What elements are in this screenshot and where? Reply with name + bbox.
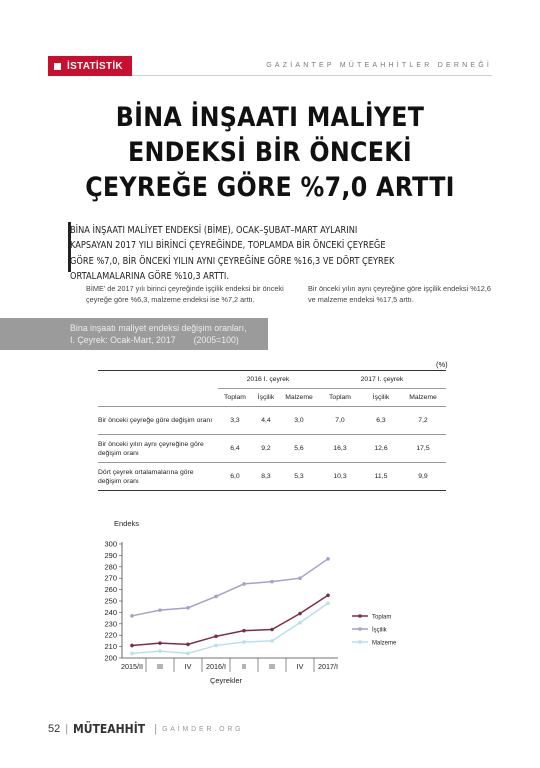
change-rate-table: [98, 370, 446, 491]
table-cell: 9,2: [252, 435, 280, 463]
legend-marker: [358, 627, 362, 631]
group-2017: 2017 I. çeyrek: [318, 371, 446, 389]
headline: [75, 100, 466, 205]
y-tick-label: 300: [104, 539, 117, 549]
x-tick-label: III: [157, 662, 163, 671]
row-label: Bir önceki çeyreğe göre değişim oranı: [98, 407, 218, 435]
table-cell: 6,0: [218, 463, 252, 491]
square-icon: [54, 63, 61, 70]
section-label: İSTATİSTİK: [67, 60, 123, 72]
data-point: [326, 594, 330, 598]
y-tick-label: 210: [104, 642, 117, 652]
table-cell: 12,6: [362, 435, 400, 463]
y-axis-label: Endeks: [114, 519, 140, 528]
data-point: [242, 640, 246, 644]
y-tick-label: 280: [104, 562, 117, 572]
table-cell: 17,5: [400, 435, 446, 463]
subheader-cell: Toplam: [318, 389, 362, 407]
table-cell: 3,3: [218, 407, 252, 435]
header-rule: [132, 75, 492, 76]
legend-label: Malzeme: [372, 640, 397, 647]
table-cell: 6,4: [218, 435, 252, 463]
x-tick-label: 2015/II: [121, 662, 143, 671]
subheader-cell: İşçilik: [252, 389, 280, 407]
table-cell: 5,6: [280, 435, 318, 463]
table-unit: (%): [436, 360, 448, 369]
table-cell: 8,3: [252, 463, 280, 491]
table-cell: 10,3: [318, 463, 362, 491]
x-axis-label: Çeyrekler: [209, 676, 243, 685]
caption-line-2: [70, 334, 268, 346]
legend-label: İşçilik: [372, 627, 387, 634]
data-point: [158, 649, 162, 653]
x-tick-label: 2016/I: [206, 662, 226, 671]
y-tick-label: 220: [104, 630, 117, 640]
data-point: [242, 629, 246, 633]
subheader-cell: Malzeme: [280, 389, 318, 407]
table-row: [98, 463, 446, 491]
table-cell: 4,4: [252, 407, 280, 435]
footer-divider: |: [154, 723, 158, 735]
magazine-name: MÜTEAHHİT: [73, 722, 146, 736]
legend-marker: [358, 640, 362, 644]
table-row: [98, 407, 446, 435]
series-line: [132, 559, 328, 616]
legend-label: Toplam: [372, 614, 392, 621]
organization-name: GAZİANTEP MÜTEAHHİTLER DERNEĞİ: [266, 62, 492, 69]
y-tick-label: 200: [104, 653, 117, 663]
row-label: Dört çeyrek ortalamalarına göre değişim oranı: [98, 463, 218, 491]
data-point: [130, 652, 134, 656]
caption-period: I. Çeyrek: Ocak-Mart, 2017: [70, 335, 176, 345]
data-point: [326, 601, 330, 605]
table-cell: 3,0: [280, 407, 318, 435]
table-subheader: [98, 389, 446, 407]
table-caption: [0, 318, 268, 350]
caption-line-1: Bina inşaatı maliyet endeksi değişim oranları,: [70, 323, 247, 333]
data-point: [158, 608, 162, 612]
table-cell: 6,3: [362, 407, 400, 435]
data-point: [130, 614, 134, 618]
data-point: [130, 644, 134, 648]
table-cell: 7,0: [318, 407, 362, 435]
row-label: Bir önceki yılın aynı çeyreğine göre değişim oranı: [98, 435, 218, 463]
body-column-1: BİME' de 2017 yılı birinci çeyreğinde işçilik endeksi bir önceki çeyreğe göre %6,3, malzeme endeksi ise %7,2 arttı.: [86, 284, 284, 304]
website: GAİMDER.ORG: [162, 725, 244, 733]
caption-base: (2005=100): [193, 335, 239, 345]
data-point: [186, 606, 190, 610]
body-column-2: Bir önceki yılın aynı çeyreğine göre işçilik endeksi %12,6 ve malzeme endeksi %17,5 arttı.: [308, 284, 491, 304]
footer-divider: |: [65, 723, 69, 735]
y-tick-label: 260: [104, 585, 117, 595]
data-point: [270, 628, 274, 632]
page-number: 52: [48, 723, 61, 735]
data-point: [186, 652, 190, 656]
group-2016: 2016 I. çeyrek: [218, 371, 318, 389]
table-cell: 16,3: [318, 435, 362, 463]
section-tag: [48, 56, 132, 76]
y-tick-label: 270: [104, 573, 117, 583]
legend-marker: [358, 614, 362, 618]
x-tick-label: IV: [296, 662, 304, 671]
y-tick-label: 290: [104, 550, 117, 560]
table-cell: 9,9: [400, 463, 446, 491]
y-tick-label: 240: [104, 607, 117, 617]
data-point: [270, 639, 274, 643]
table-cell: 7,2: [400, 407, 446, 435]
data-point: [214, 595, 218, 599]
data-point: [298, 612, 302, 616]
data-point: [270, 580, 274, 584]
x-tick-label: III: [269, 662, 275, 671]
headline-line-3: ÇEYREĞE GÖRE %7,0 ARTTI: [85, 172, 455, 203]
subheader-cell: Toplam: [218, 389, 252, 407]
headline-line-1: BİNA İNŞAATI MALİYET: [115, 102, 425, 133]
data-point: [242, 582, 246, 586]
series-line: [132, 595, 328, 645]
table-row: [98, 435, 446, 463]
headline-line-2: ENDEKSİ BİR ÖNCEKİ: [128, 137, 412, 168]
data-point: [326, 557, 330, 561]
x-tick-label: IV: [184, 662, 192, 671]
table-cell: 11,5: [362, 463, 400, 491]
table-cell: 5,3: [280, 463, 318, 491]
lead-paragraph: BİNA İNŞAATI MALİYET ENDEKSİ (BİME), OCAK–ŞUBAT–MART AYLARINI KAPSAYAN 2017 YILI BİRİNCİ ÇEYREĞİNDE, TOPLAMDA BİR ÖNCEKİ ÇEYREĞE GÖRE %7,0, BİR ÖNCEKİ YILIN AYNI ÇEYREĞİNE GÖRE %16,3 VE DÖRT ÇEYREK ORTALAMALARINA GÖRE %10,3 ARTTI.: [70, 225, 395, 283]
table-group-header: [98, 371, 446, 389]
index-line-chart: [100, 518, 430, 698]
subheader-cell: Malzeme: [400, 389, 446, 407]
y-tick-label: 230: [104, 619, 117, 629]
data-point: [214, 644, 218, 648]
x-tick-label: II: [242, 662, 246, 671]
data-point: [158, 641, 162, 645]
page-footer: [48, 722, 243, 736]
data-point: [298, 576, 302, 580]
data-point: [186, 643, 190, 647]
y-tick-label: 250: [104, 596, 117, 606]
subheader-cell: İşçilik: [362, 389, 400, 407]
x-tick-label: 2017/I: [318, 662, 338, 671]
data-point: [298, 621, 302, 625]
data-point: [214, 635, 218, 639]
